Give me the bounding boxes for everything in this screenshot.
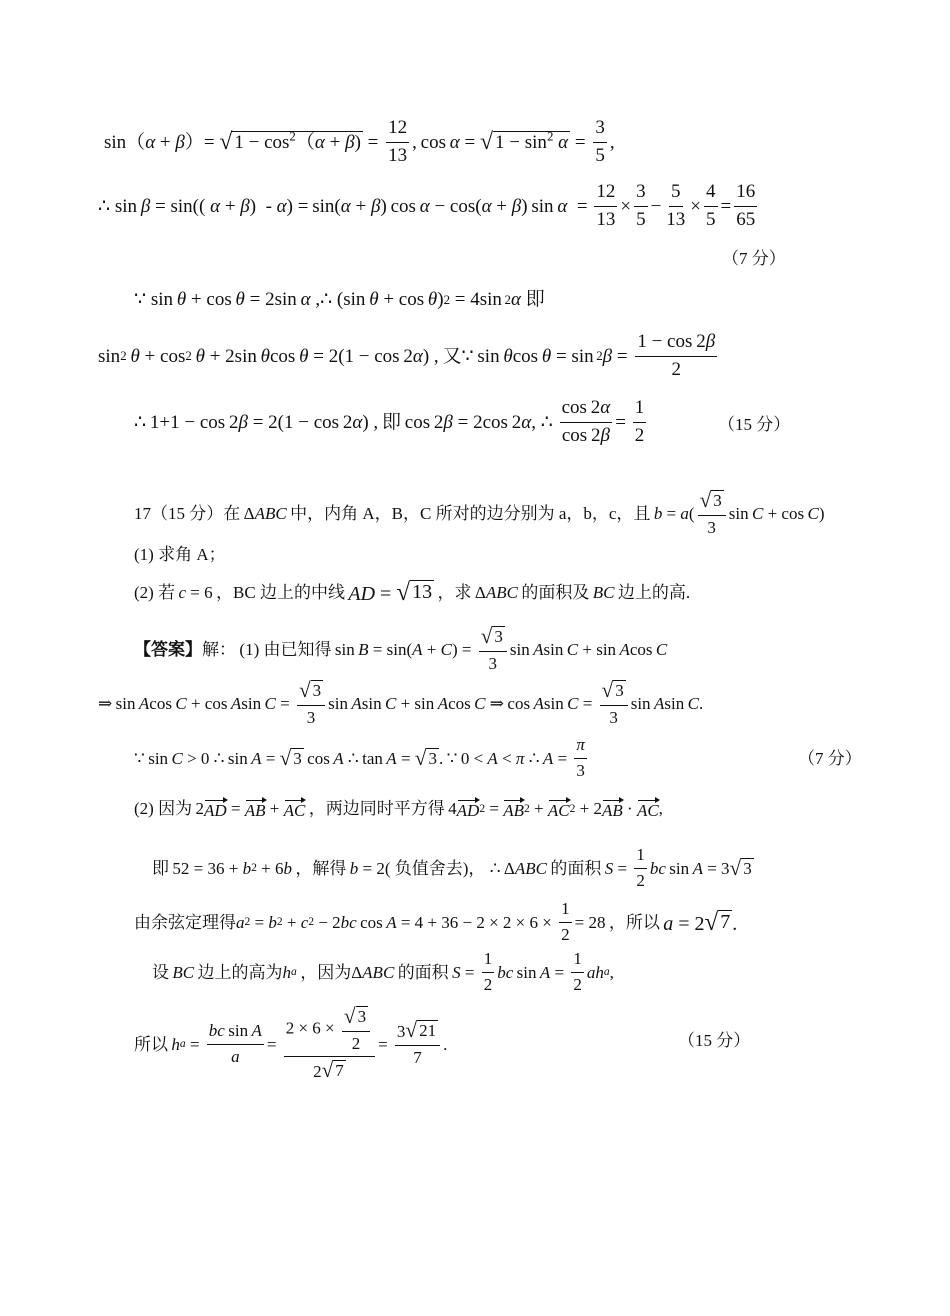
text-ji: 即: [525, 289, 545, 310]
answer-line-2: ⇒ sin A cos C + cos A sin C = √ 3 3 sin A sin C + sin A cos C ⇒ cos A sin C = √ 3 3 sin A sin C .: [98, 678, 704, 727]
answer-1-intro: (1) 由已知得: [239, 640, 332, 660]
question-2: (2) 若 c = 6 ，BC 边上的中线 AD = √ 13 ，求 Δ ABC 的面积及 BC 边上的高.: [134, 579, 691, 606]
eq-expand: sin 2 θ + cos 2 θ + 2sin θ cos θ = 2(1 − cos 2 α ) , 又 ∵ sin θ cos θ = sin 2 β = $\frac{1 - \cos 2\beta}{2}$: [98, 331, 716, 380]
eq-ratio: ∴ 1+1 − cos 2 β = 2(1 − cos 2 α ) , 即 cos 2 β = 2cos 2 α , ∴ $\frac{\cos 2\alpha}{\cos 2\beta}$ = $\frac{1}{2}$: [134, 397, 645, 446]
p5-d: 的面积: [397, 962, 449, 982]
eq-theta-sum: ∵ sin θ + cos θ = 2sin α ,∴ (sin θ + cos θ ) 2 = 4sin 2 α 即: [134, 289, 545, 310]
p5-a: 设: [152, 962, 169, 982]
text-ji2: 即: [381, 411, 401, 433]
p5-c: ，因为: [300, 962, 352, 982]
text-you: 又: [442, 345, 462, 367]
problem-17: 17（15 分）在 Δ ABC 中，内角 A，B，C 所对的边分别为 a，b，c，且 b = a ( √ 3 3 sin C + cos C ): [134, 488, 825, 537]
p2-a: (2) 因为: [134, 799, 193, 818]
answer-2-line-5: 所以 h a = $\frac{\text{bc sin A}}{a}$ = 2 × 6 × √ 3 2 2 √ 7 = 3 √ 21 7 .: [134, 1004, 448, 1083]
question-1: (1) 求角 A；: [134, 545, 226, 564]
p6-a: 所以: [134, 1034, 168, 1054]
eq-sin-alpha-beta: sin（ α + β ）= √ $1 - \cos^2(\alpha + \beta)$ = $\frac{12}{13}$ , cos α = √ $1 - \sin^2 \alpha$ = $\frac{3}{5}$ ,: [104, 117, 615, 166]
p3-a: 即: [152, 858, 169, 878]
eq-sin-beta: ∴ sin β = sin(( α + β ) - α ) = sin( α + β ) cos α − cos( α + β ) sin α = $\frac{12}{13}$ × $\frac{3}{5}$ − $\frac{5}{13}$ × $\frac{4}{5}$ = $\frac{16}{65}$: [98, 181, 756, 230]
answer-line-3: ∵ sin C > 0 ∴ sin A = √ 3 cos A ∴ tan A = √ 3 . ∵ 0 < A < π ∴ A = $\frac{\pi}{3}$: [134, 735, 585, 780]
p3-d: 的面积: [550, 858, 602, 878]
score-mark-15: （15 分）: [718, 415, 791, 434]
q2-e: 边上的高.: [617, 583, 691, 602]
p4-a: 由余弦定理得: [134, 912, 236, 932]
score-mark-7-b: （7 分）: [798, 749, 862, 768]
answer-2-line-3: 由余弦定理得 a 2 = b 2 + c 2 − 2 bc cos A = 4 + 36 − 2 × 2 × 6 × $\frac{1}{2}$ = 28 ，所以 a = 2 √ 7 .: [134, 899, 738, 944]
p3-b: ，解得: [295, 858, 347, 878]
answer-jie: 解：: [202, 640, 236, 660]
answer-label: 【答案】: [134, 640, 202, 660]
p3-c: ( 负值舍去)，: [384, 858, 486, 878]
problem-17-mid: 中，内角 A，B，C 所对的边分别为 a，b，c，且: [290, 504, 651, 524]
q2-a: (2) 若: [134, 583, 176, 602]
p5-b: 边上的高为: [197, 962, 283, 982]
score-mark-15-b: （15 分）: [678, 1031, 751, 1050]
score-mark-7: （7 分）: [722, 249, 786, 268]
answer-2-line-2: 即 52 = 36 + b 2 + 6 b ，解得 b = 2 ( 负值舍去)， ∴ Δ ABC 的面积 S = $\frac{1}{2}$ bc sin A = 3 √ 3: [152, 845, 752, 890]
p2-b: ，两边同时平方得: [308, 799, 445, 818]
p4-b: ，所以: [608, 912, 660, 932]
answer-2-line-4: 设 BC 边上的高为 h a ，因为 Δ ABC 的面积 S = $\frac{1}{2}$ bc sin A = $\frac{1}{2}$ ah a ,: [152, 949, 614, 994]
problem-17-head: 17（15 分）在: [134, 504, 241, 524]
answer-line-1: 【答案】 解： (1) 由已知得 sin B = sin( A + C ) = √ 3 3 sin A sin C + sin A cos C: [134, 624, 668, 673]
q2-b: ，BC 边上的中线: [216, 583, 345, 602]
answer-2-line-1: (2) 因为 2 AD = AB + AC ，两边同时平方得 4 AD 2 = AB 2 + AC 2 + 2 AB · AC ,: [134, 799, 663, 820]
q2-d: 的面积及: [521, 583, 590, 602]
q2-c: ，求: [437, 583, 472, 602]
